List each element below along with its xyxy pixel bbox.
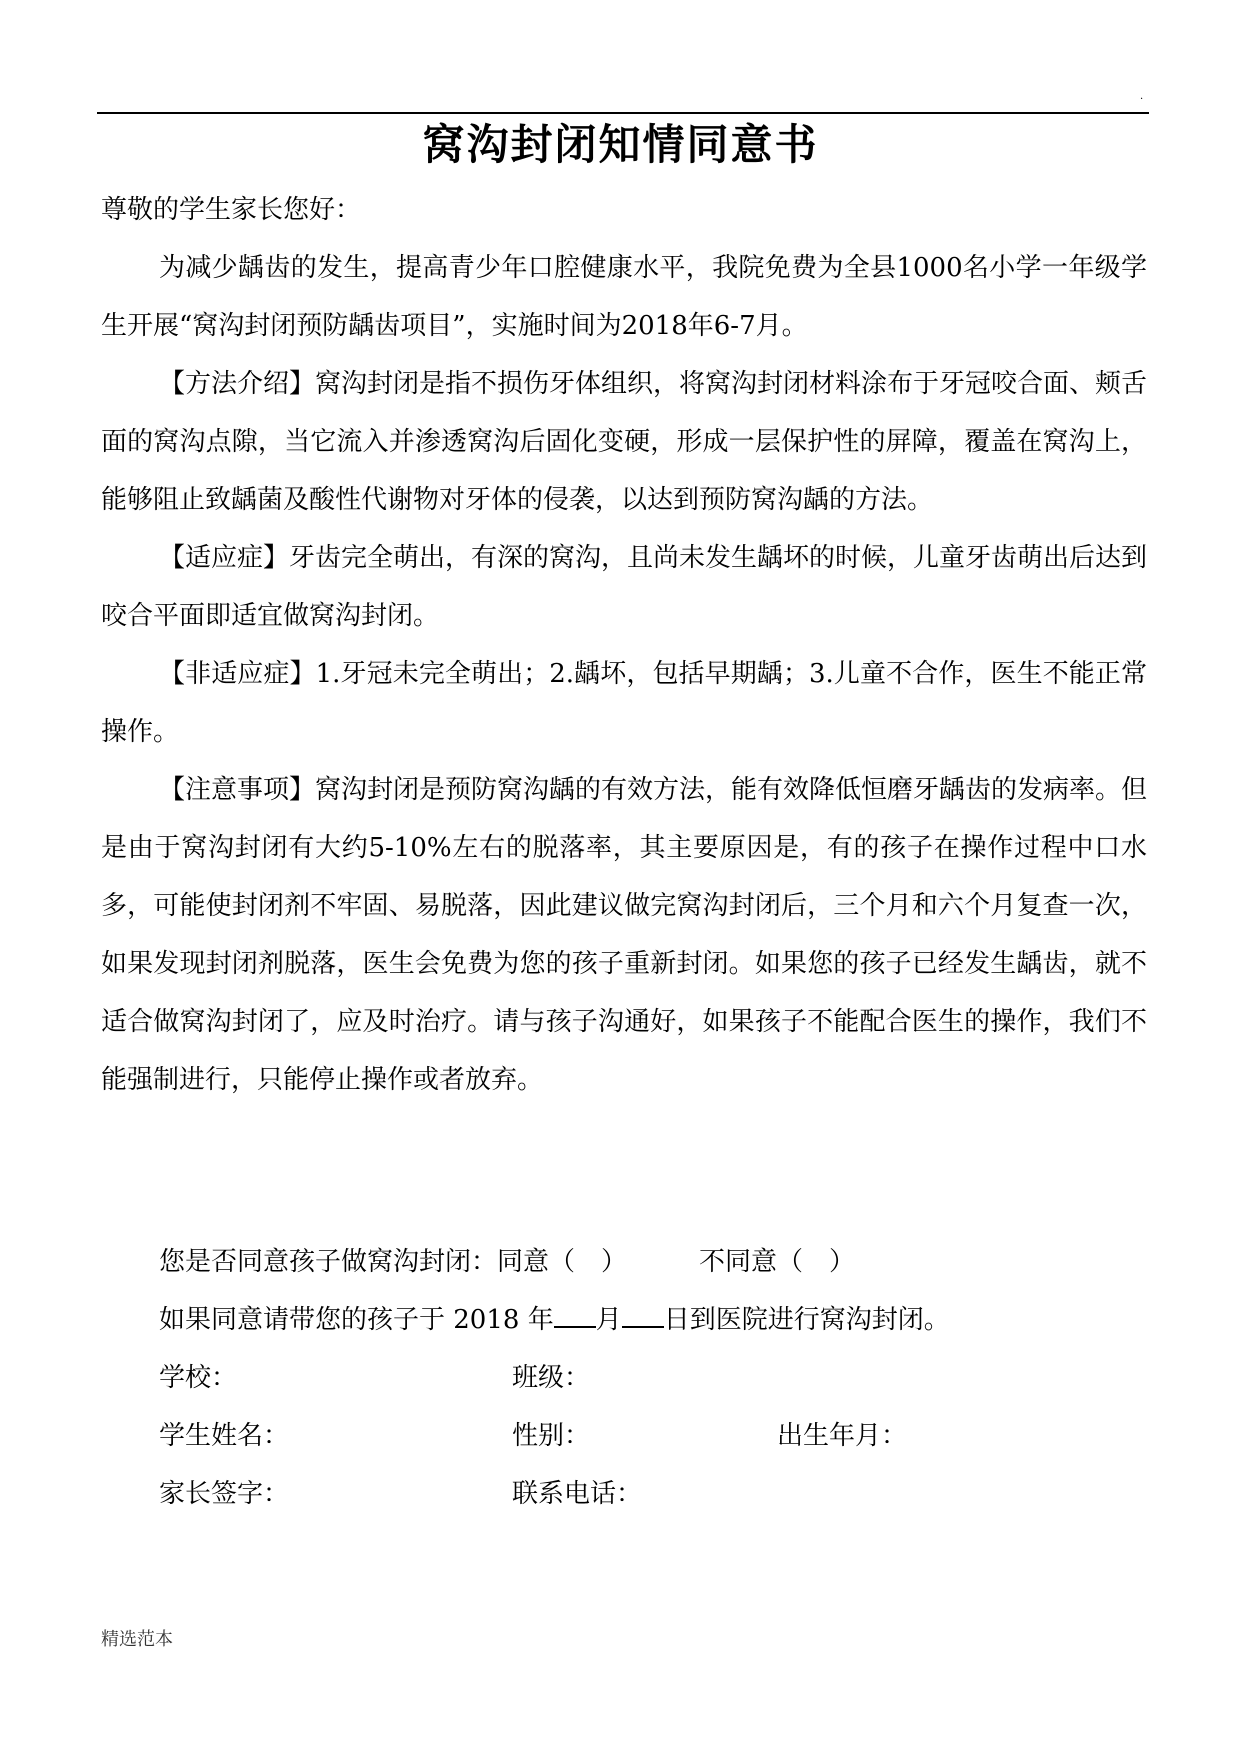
phone-field[interactable]: 联系电话： xyxy=(512,1479,643,1509)
month-blank[interactable] xyxy=(554,1296,596,1328)
consent-line xyxy=(159,1233,855,1291)
greeting: 尊敬的学生家长您好： xyxy=(101,195,362,225)
appointment-line xyxy=(159,1291,950,1349)
student-name-field[interactable]: 学生姓名： xyxy=(159,1421,290,1451)
document-title: 窝沟封闭知情同意书 xyxy=(422,120,819,169)
gender-field[interactable]: 性别： xyxy=(512,1421,591,1451)
paragraph-notes: 【注意事项】窝沟封闭是预防窝沟龋的有效方法，能有效降低恒磨牙龋齿的发病率。但是由于窝沟封闭有大约5-10%左右的脱落率，其主要原因是，有的孩子在操作过程中口水多，可能使封闭剂不牢固、易脱落，因此建议做完窝沟封闭后，三个月和六个月复查一次，如果发现封闭剂脱落，医生会免费为您的孩子重新封闭。如果您的孩子已经发生龋齿，就不适合做窝沟封闭了，应及时治疗。请与孩子沟通好，如果孩子不能配合医生的操作，我们不能强制进行，只能停止操作或者放弃。 xyxy=(101,775,1148,1095)
consent-agree-option[interactable]: 同意（ ） xyxy=(497,1247,628,1277)
paragraph-intro: 为减少龋齿的发生，提高青少年口腔健康水平，我院免费为全县1000名小学一年级学生开展“窝沟封闭预防龋齿项目”，实施时间为2018年6-7月。 xyxy=(101,253,1147,341)
consent-question: 您是否同意孩子做窝沟封闭： xyxy=(159,1247,498,1277)
school-field[interactable]: 学校： xyxy=(159,1363,238,1393)
day-blank[interactable] xyxy=(622,1296,664,1328)
appointment-month: 月 xyxy=(595,1305,622,1335)
document-body xyxy=(101,239,1147,1109)
paragraph-method: 【方法介绍】窝沟封闭是指不损伤牙体组织，将窝沟封闭材料涂布于牙冠咬合面、颊舌面的窝沟点隙，当它流入并渗透窝沟后固化变硬，形成一层保护性的屏障，覆盖在窝沟上，能够阻止致龋菌及酸性代谢物对牙体的侵袭，以达到预防窝沟龋的方法。 xyxy=(101,369,1148,515)
header-rule xyxy=(97,112,1149,114)
footer-label: 精选范本 xyxy=(101,1629,173,1650)
parent-signature-field[interactable]: 家长签字： xyxy=(159,1479,290,1509)
appointment-prefix: 如果同意请带您的孩子于 2018 年 xyxy=(159,1305,554,1335)
appointment-suffix: 日到医院进行窝沟封闭。 xyxy=(663,1305,950,1335)
birth-field[interactable]: 出生年月： xyxy=(777,1421,908,1451)
class-field[interactable]: 班级： xyxy=(512,1363,591,1393)
paragraph-contraindications: 【非适应症】1.牙冠未完全萌出；2.龋坏，包括早期龋；3.儿童不合作，医生不能正常操作。 xyxy=(101,659,1147,747)
header-dot: . xyxy=(1140,91,1144,102)
paragraph-indications: 【适应症】牙齿完全萌出，有深的窝沟，且尚未发生龋坏的时候，儿童牙齿萌出后达到咬合平面即适宜做窝沟封闭。 xyxy=(101,543,1148,631)
consent-disagree-option[interactable]: 不同意（ ） xyxy=(699,1247,856,1277)
